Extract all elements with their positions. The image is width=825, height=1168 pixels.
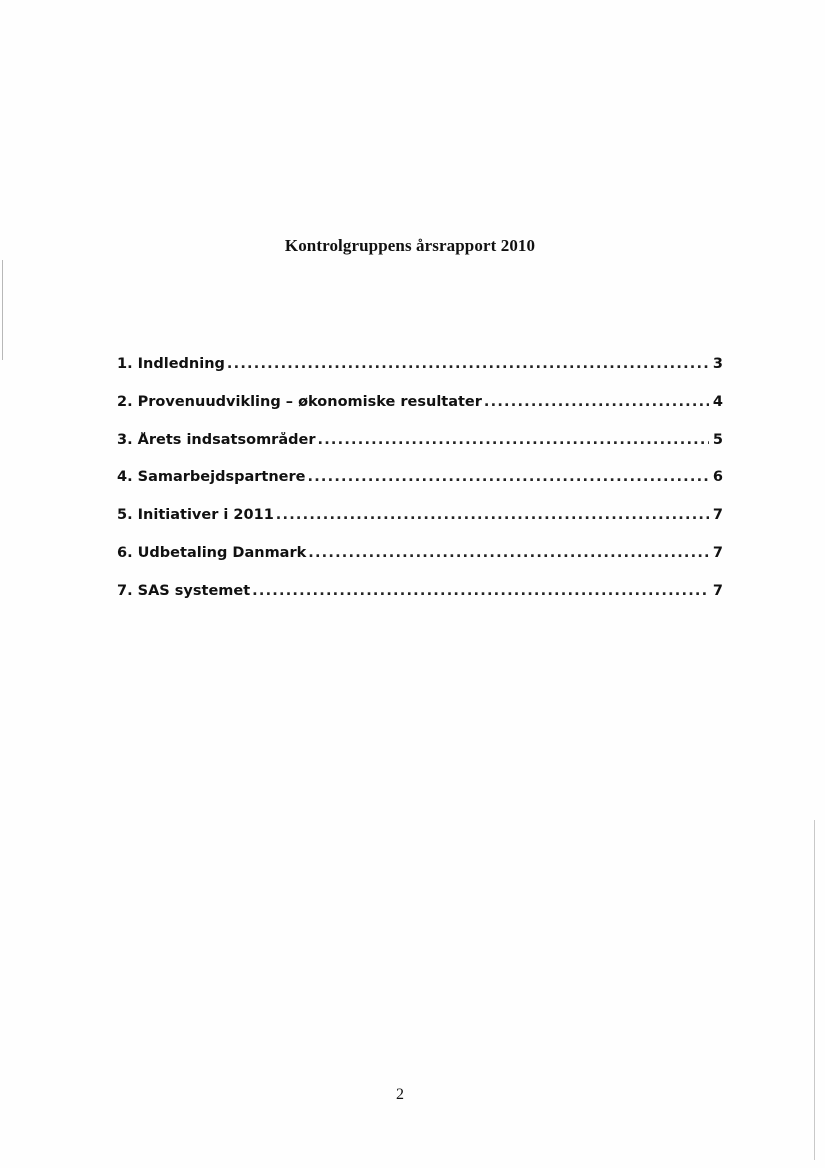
toc-entry-label: 3. Årets indsatsområder: [117, 431, 316, 448]
toc-entry[interactable]: [117, 469, 723, 507]
toc-entry-label: 1. Indledning: [117, 356, 225, 372]
toc-dot-leader: [308, 545, 709, 561]
toc-entry-label: 2. Provenuudvikling – økonomiske resultater: [117, 393, 482, 410]
page-number: 2: [396, 1086, 404, 1103]
scan-edge-mark: [2, 260, 3, 360]
toc-dot-leader: [276, 507, 709, 523]
toc-entry[interactable]: [117, 394, 723, 432]
toc-entry-label: 6. Udbetaling Danmark: [117, 544, 307, 561]
scan-edge-mark: [814, 820, 815, 1160]
toc-dot-leader: [227, 356, 709, 372]
toc-entry-page: 7: [712, 582, 723, 599]
toc-entry[interactable]: [117, 583, 723, 621]
toc-dot-leader: [317, 432, 708, 448]
toc-entry-page: 7: [712, 507, 723, 524]
toc-dot-leader: [484, 394, 709, 410]
toc-entry-label: 4. Samarbejdspartnere: [117, 469, 306, 486]
toc-entry[interactable]: [117, 356, 723, 394]
toc-entry-label: 5. Initiativer i 2011: [117, 507, 274, 524]
toc-entry[interactable]: [117, 545, 723, 583]
toc-entry-page: 7: [712, 544, 723, 561]
toc-entry[interactable]: [117, 432, 723, 470]
toc-entry[interactable]: [117, 507, 723, 545]
document-title: Kontrolgruppens årsrapport 2010: [284, 236, 536, 255]
toc-entry-page: 3: [712, 356, 723, 372]
toc-entry-label: 7. SAS systemet: [117, 582, 251, 599]
toc-entry-page: 6: [712, 469, 723, 486]
toc-entry-page: 4: [712, 393, 723, 410]
toc-dot-leader: [308, 469, 709, 485]
table-of-contents: [117, 356, 723, 621]
toc-dot-leader: [252, 583, 709, 599]
toc-entry-page: 5: [712, 431, 723, 448]
